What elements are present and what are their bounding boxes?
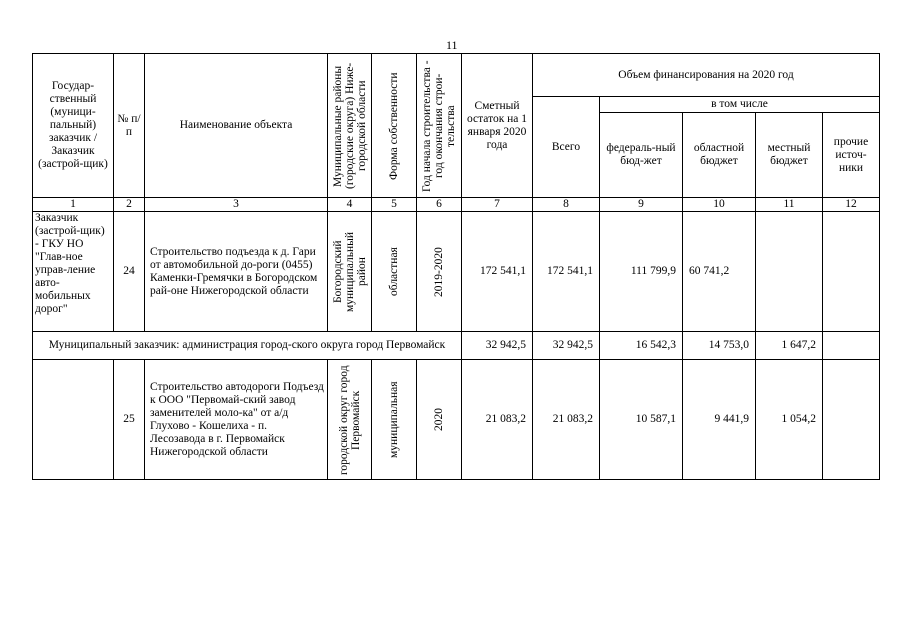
muni-remaining: 32 942,5 (462, 332, 533, 360)
row-ownership-cell (372, 212, 417, 332)
row-ownership: муниципальная (388, 381, 400, 458)
table-row (33, 360, 880, 480)
row-ownership-cell (372, 360, 417, 480)
column-number: 10 (683, 198, 756, 212)
column-number: 8 (533, 198, 600, 212)
row-object-name: Строительство автодороги Подъезд к ООО "Первомай-ский завод заменителей моло-ка" от а/д Глухово - Кошелиха - п. Лесозавода в г. Первомайск Нижегородской области (145, 360, 328, 480)
header-financing: Объем финансирования на 2020 год (533, 54, 880, 97)
column-number-row (33, 198, 880, 212)
row-years: 2020 (433, 408, 445, 431)
column-number: 2 (114, 198, 145, 212)
header-remaining: Сметный остаток на 1 января 2020 года (462, 54, 533, 198)
header-num: № п/п (114, 54, 145, 198)
row-other (823, 212, 880, 332)
header-federal: федераль-ный бюд-жет (600, 113, 683, 198)
column-number: 11 (756, 198, 823, 212)
row-total: 21 083,2 (533, 360, 600, 480)
row-federal: 111 799,9 (600, 212, 683, 332)
column-number: 6 (417, 198, 462, 212)
row-years-cell (417, 212, 462, 332)
row-local (756, 212, 823, 332)
column-number: 9 (600, 198, 683, 212)
municipal-customer-row (33, 332, 880, 360)
row-regional: 60 741,2 (683, 212, 756, 332)
column-number: 5 (372, 198, 417, 212)
header-districts: Муниципальные районы (городские округа) Ниже-городской области (331, 62, 368, 189)
header-object-name: Наименование объекта (145, 54, 328, 198)
header-including: в том числе (600, 97, 880, 113)
header-years-cell (417, 54, 462, 198)
row-years-cell (417, 360, 462, 480)
column-number: 4 (328, 198, 372, 212)
row-num: 24 (114, 212, 145, 332)
row-district-cell (328, 212, 372, 332)
row-num: 25 (114, 360, 145, 480)
financing-table (32, 53, 880, 480)
row-ownership: областная (388, 247, 400, 296)
row-district: городской округ город Первомайск (337, 364, 362, 475)
column-number: 1 (33, 198, 114, 212)
row-local: 1 054,2 (756, 360, 823, 480)
header-total: Всего (533, 97, 600, 198)
row-federal: 10 587,1 (600, 360, 683, 480)
row-customer (33, 360, 114, 480)
row-customer: Заказчик (застрой-щик) - ГКУ НО "Глав-ное управ-ление авто-мобильных дорог" (33, 212, 114, 332)
muni-other (823, 332, 880, 360)
header-ownership-cell (372, 54, 417, 198)
muni-regional: 14 753,0 (683, 332, 756, 360)
column-number: 7 (462, 198, 533, 212)
row-regional: 9 441,9 (683, 360, 756, 480)
row-other (823, 360, 880, 480)
page-number: 11 (446, 38, 458, 52)
row-years: 2019-2020 (433, 246, 445, 297)
header-regional: областной бюджет (683, 113, 756, 198)
row-object-name: Строительство подъезда к д. Гари от автомобильной до-роги (0455) Каменки-Гремячки в Богородском рай-оне Нижегородской области (145, 212, 328, 332)
header-ownership: Форма собственности (388, 71, 400, 180)
header-districts-cell (328, 54, 372, 198)
row-district: Богородский муниципальный район (331, 231, 368, 312)
header-customer: Государ-ственный (муници-пальный) заказчик / Заказчик (застрой-щик) (33, 54, 114, 198)
header-years: Год начала строительства - год окончания строи-тельства (421, 59, 457, 192)
muni-local: 1 647,2 (756, 332, 823, 360)
row-district-cell (328, 360, 372, 480)
row-total: 172 541,1 (533, 212, 600, 332)
header-local: местный бюджет (756, 113, 823, 198)
header-other: прочие источ-ники (823, 113, 880, 198)
muni-federal: 16 542,3 (600, 332, 683, 360)
row-remaining: 21 083,2 (462, 360, 533, 480)
row-remaining: 172 541,1 (462, 212, 533, 332)
column-number: 12 (823, 198, 880, 212)
table-row (33, 212, 880, 332)
column-number: 3 (145, 198, 328, 212)
muni-total: 32 942,5 (533, 332, 600, 360)
municipal-customer-label: Муниципальный заказчик: администрация город-ского округа город Первомайск (33, 332, 462, 360)
